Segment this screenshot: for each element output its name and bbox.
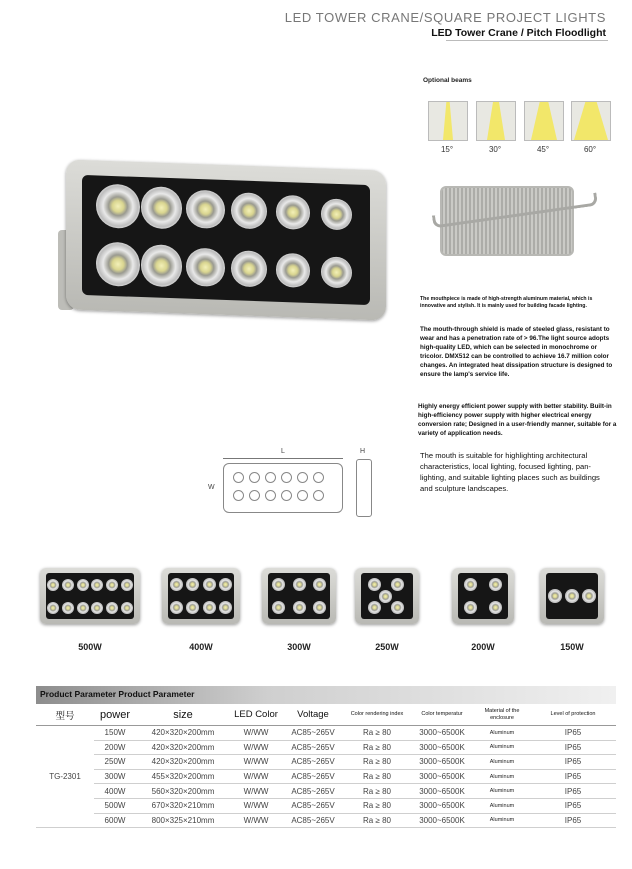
model-wattage-label: 250W <box>375 642 399 652</box>
led-module <box>121 602 133 614</box>
led-module <box>368 601 381 614</box>
led-module <box>47 579 59 591</box>
dimension-led-circle <box>313 472 324 483</box>
led-module <box>203 601 216 614</box>
beam-angle-label: 15° <box>440 145 454 154</box>
side-outline <box>356 459 372 517</box>
led-module <box>219 601 232 614</box>
table-row <box>36 769 616 784</box>
led-module <box>170 601 183 614</box>
dimension-led-circle <box>313 490 324 501</box>
cell-power: 400W <box>94 784 136 799</box>
cell-power: 250W <box>94 755 136 770</box>
description-1: The mouthpiece is made of high-strength aluminum material, which is innovative and stylish. It is mainly used for building facade lighting. <box>420 296 593 309</box>
led-module <box>276 253 310 288</box>
model-wattage-label: 200W <box>471 642 495 652</box>
led-module <box>391 601 404 614</box>
led-module <box>62 602 74 614</box>
cell-size: 560×320×200mm <box>136 784 230 799</box>
led-module <box>186 189 225 229</box>
header-divider <box>446 40 608 41</box>
description-4: The mouth is suitable for highlighting architectural characteristics, local lighting, focused lighting, pan-lighting, and suitable lighting places such as buildings and sculpture landscapes. <box>420 451 600 493</box>
cell-voltage: AC85~265V <box>282 784 344 799</box>
led-module <box>368 578 381 591</box>
cell-power: 150W <box>94 726 136 741</box>
dimension-led-circle <box>281 472 292 483</box>
side-view-image <box>420 184 600 256</box>
cell-size: 455×320×200mm <box>136 769 230 784</box>
cell-cri: Ra ≥ 80 <box>344 755 410 770</box>
cell-ip: IP65 <box>530 740 616 755</box>
beam-angle-label: 45° <box>536 145 550 154</box>
led-module <box>203 578 216 591</box>
cell-power: 600W <box>94 813 136 828</box>
model-wattage-label: 300W <box>287 642 311 652</box>
led-module <box>464 601 477 614</box>
table-row <box>36 755 616 770</box>
cell-material: Aluminum <box>474 813 530 828</box>
cell-voltage: AC85~265V <box>282 740 344 755</box>
table-title: Product Parameter Product Parameter <box>40 689 195 699</box>
cell-color: W/WW <box>230 798 282 813</box>
led-module <box>321 198 352 230</box>
led-module <box>47 602 59 614</box>
cell-cri: Ra ≥ 80 <box>344 813 410 828</box>
led-module <box>464 578 477 591</box>
led-module <box>106 579 118 591</box>
led-module <box>565 589 579 603</box>
cell-voltage: AC85~265V <box>282 798 344 813</box>
table-row <box>36 813 616 828</box>
cell-material: Aluminum <box>474 755 530 770</box>
cell-size: 670×320×210mm <box>136 798 230 813</box>
led-module <box>77 602 89 614</box>
dimension-led-circle <box>281 490 292 501</box>
led-module <box>219 578 232 591</box>
led-module <box>313 601 326 614</box>
header-protection: Level of protection <box>530 704 616 726</box>
beam-angle-label: 30° <box>488 145 502 154</box>
model-image <box>40 568 140 624</box>
cell-size: 800×325×210mm <box>136 813 230 828</box>
led-module <box>489 601 502 614</box>
led-module <box>276 195 310 230</box>
beam-tile <box>524 101 564 141</box>
led-module <box>121 579 133 591</box>
model-cell: TG-2301 <box>36 726 94 828</box>
cell-temp: 3000~6500K <box>410 726 474 741</box>
table-row <box>36 726 616 741</box>
dimension-led-circle <box>297 472 308 483</box>
dimension-led-circle <box>249 472 260 483</box>
led-module <box>141 186 182 229</box>
led-module <box>231 250 267 287</box>
header-cri: Color rendering index <box>344 704 410 726</box>
dimension-led-circle <box>265 472 276 483</box>
model-wattage-label: 500W <box>78 642 102 652</box>
cell-ip: IP65 <box>530 726 616 741</box>
cell-temp: 3000~6500K <box>410 813 474 828</box>
dimension-led-circle <box>249 490 260 501</box>
dimension-led-circle <box>233 472 244 483</box>
beams-title: Optional beams <box>423 77 472 84</box>
led-module <box>186 247 225 287</box>
beam-cone-icon <box>477 102 515 140</box>
cell-material: Aluminum <box>474 740 530 755</box>
led-module <box>582 589 596 603</box>
model-image <box>262 568 336 624</box>
cell-cri: Ra ≥ 80 <box>344 740 410 755</box>
front-led-grid <box>233 472 333 504</box>
dimension-label-length: L <box>281 448 285 455</box>
table-header-row <box>36 704 616 726</box>
led-module <box>293 578 306 591</box>
page-subtitle: LED Tower Crane / Pitch Floodlight <box>431 27 606 39</box>
cell-ip: IP65 <box>530 755 616 770</box>
cell-temp: 3000~6500K <box>410 740 474 755</box>
led-module <box>231 192 267 229</box>
cell-material: Aluminum <box>474 769 530 784</box>
beam-tile <box>476 101 516 141</box>
page-title: LED TOWER CRANE/SQUARE PROJECT LIGHTS <box>284 10 606 25</box>
cell-color: W/WW <box>230 726 282 741</box>
beam-cone-icon <box>429 102 467 140</box>
led-module <box>186 578 199 591</box>
table-row <box>36 740 616 755</box>
cell-cri: Ra ≥ 80 <box>344 798 410 813</box>
cell-power: 300W <box>94 769 136 784</box>
beam-cone-icon <box>572 102 610 140</box>
led-module <box>141 244 182 287</box>
led-module <box>186 601 199 614</box>
header-led-color: LED Color <box>230 704 282 726</box>
main-product-image <box>58 160 390 320</box>
dimension-label-width: W <box>208 484 215 491</box>
cell-size: 420×320×200mm <box>136 726 230 741</box>
led-module <box>91 602 103 614</box>
cell-cri: Ra ≥ 80 <box>344 769 410 784</box>
cell-color: W/WW <box>230 755 282 770</box>
cell-voltage: AC85~265V <box>282 813 344 828</box>
led-module <box>313 578 326 591</box>
cell-voltage: AC85~265V <box>282 726 344 741</box>
led-module <box>96 241 140 287</box>
model-image <box>355 568 419 624</box>
header-size: size <box>136 704 230 726</box>
description-2: The mouth-through shield is made of steeled glass, resistant to wear and has a penetration rate of > 96.The light source adopts high-quality LED, which can be selected in monochrome or tricolor. DMX512 can be controlled to achieve 16.7 million color changes. An integrated heat dissipation structure is designed to ensure the lamp's service life. <box>420 326 613 378</box>
parameter-table <box>36 704 616 828</box>
dimension-led-circle <box>297 490 308 501</box>
cell-voltage: AC85~265V <box>282 755 344 770</box>
header-voltage: Voltage <box>282 704 344 726</box>
cell-voltage: AC85~265V <box>282 769 344 784</box>
cell-material: Aluminum <box>474 726 530 741</box>
led-module <box>321 256 352 288</box>
led-module <box>62 579 74 591</box>
beam-angle-label: 60° <box>583 145 597 154</box>
table-row <box>36 798 616 813</box>
cell-temp: 3000~6500K <box>410 784 474 799</box>
cell-color: W/WW <box>230 813 282 828</box>
led-module <box>379 590 392 603</box>
led-module <box>272 601 285 614</box>
model-image <box>540 568 604 624</box>
cell-size: 420×320×200mm <box>136 740 230 755</box>
model-wattage-label: 400W <box>189 642 213 652</box>
led-module <box>391 578 404 591</box>
header-model: 型号 <box>36 704 94 726</box>
header-color-temp: Color temperatur <box>410 704 474 726</box>
cell-size: 420×320×200mm <box>136 755 230 770</box>
model-wattage-label: 150W <box>560 642 584 652</box>
beam-cone-icon <box>525 102 563 140</box>
led-module <box>96 183 140 229</box>
dimension-led-circle <box>265 490 276 501</box>
led-module <box>272 578 285 591</box>
cell-material: Aluminum <box>474 784 530 799</box>
cell-ip: IP65 <box>530 798 616 813</box>
table-row <box>36 784 616 799</box>
model-image <box>162 568 240 624</box>
cell-power: 200W <box>94 740 136 755</box>
led-module <box>170 578 183 591</box>
dimension-led-circle <box>233 490 244 501</box>
cell-ip: IP65 <box>530 769 616 784</box>
led-module <box>489 578 502 591</box>
led-module <box>106 602 118 614</box>
cell-cri: Ra ≥ 80 <box>344 784 410 799</box>
header-material: Material of the enclosure <box>474 704 530 726</box>
dimension-drawing <box>206 446 386 521</box>
cell-ip: IP65 <box>530 813 616 828</box>
cell-cri: Ra ≥ 80 <box>344 726 410 741</box>
cell-color: W/WW <box>230 740 282 755</box>
beam-tile <box>571 101 611 141</box>
description-3: Highly energy efficient power supply with better stability. Built-in high-efficiency power supply with higher electrical energy conversion rate; Designed in a user-friendly manner, suitable for a variety of application needs. <box>418 403 617 437</box>
cell-temp: 3000~6500K <box>410 798 474 813</box>
led-module <box>548 589 562 603</box>
dimension-label-height: H <box>360 448 366 455</box>
model-image <box>452 568 514 624</box>
led-module <box>77 579 89 591</box>
beam-tile <box>428 101 468 141</box>
cell-temp: 3000~6500K <box>410 755 474 770</box>
cell-power: 500W <box>94 798 136 813</box>
cell-color: W/WW <box>230 784 282 799</box>
cell-color: W/WW <box>230 769 282 784</box>
cell-material: Aluminum <box>474 798 530 813</box>
led-module <box>91 579 103 591</box>
cell-temp: 3000~6500K <box>410 769 474 784</box>
led-module <box>293 601 306 614</box>
cell-ip: IP65 <box>530 784 616 799</box>
dimension-line-length <box>223 458 343 459</box>
header-power: power <box>94 704 136 726</box>
